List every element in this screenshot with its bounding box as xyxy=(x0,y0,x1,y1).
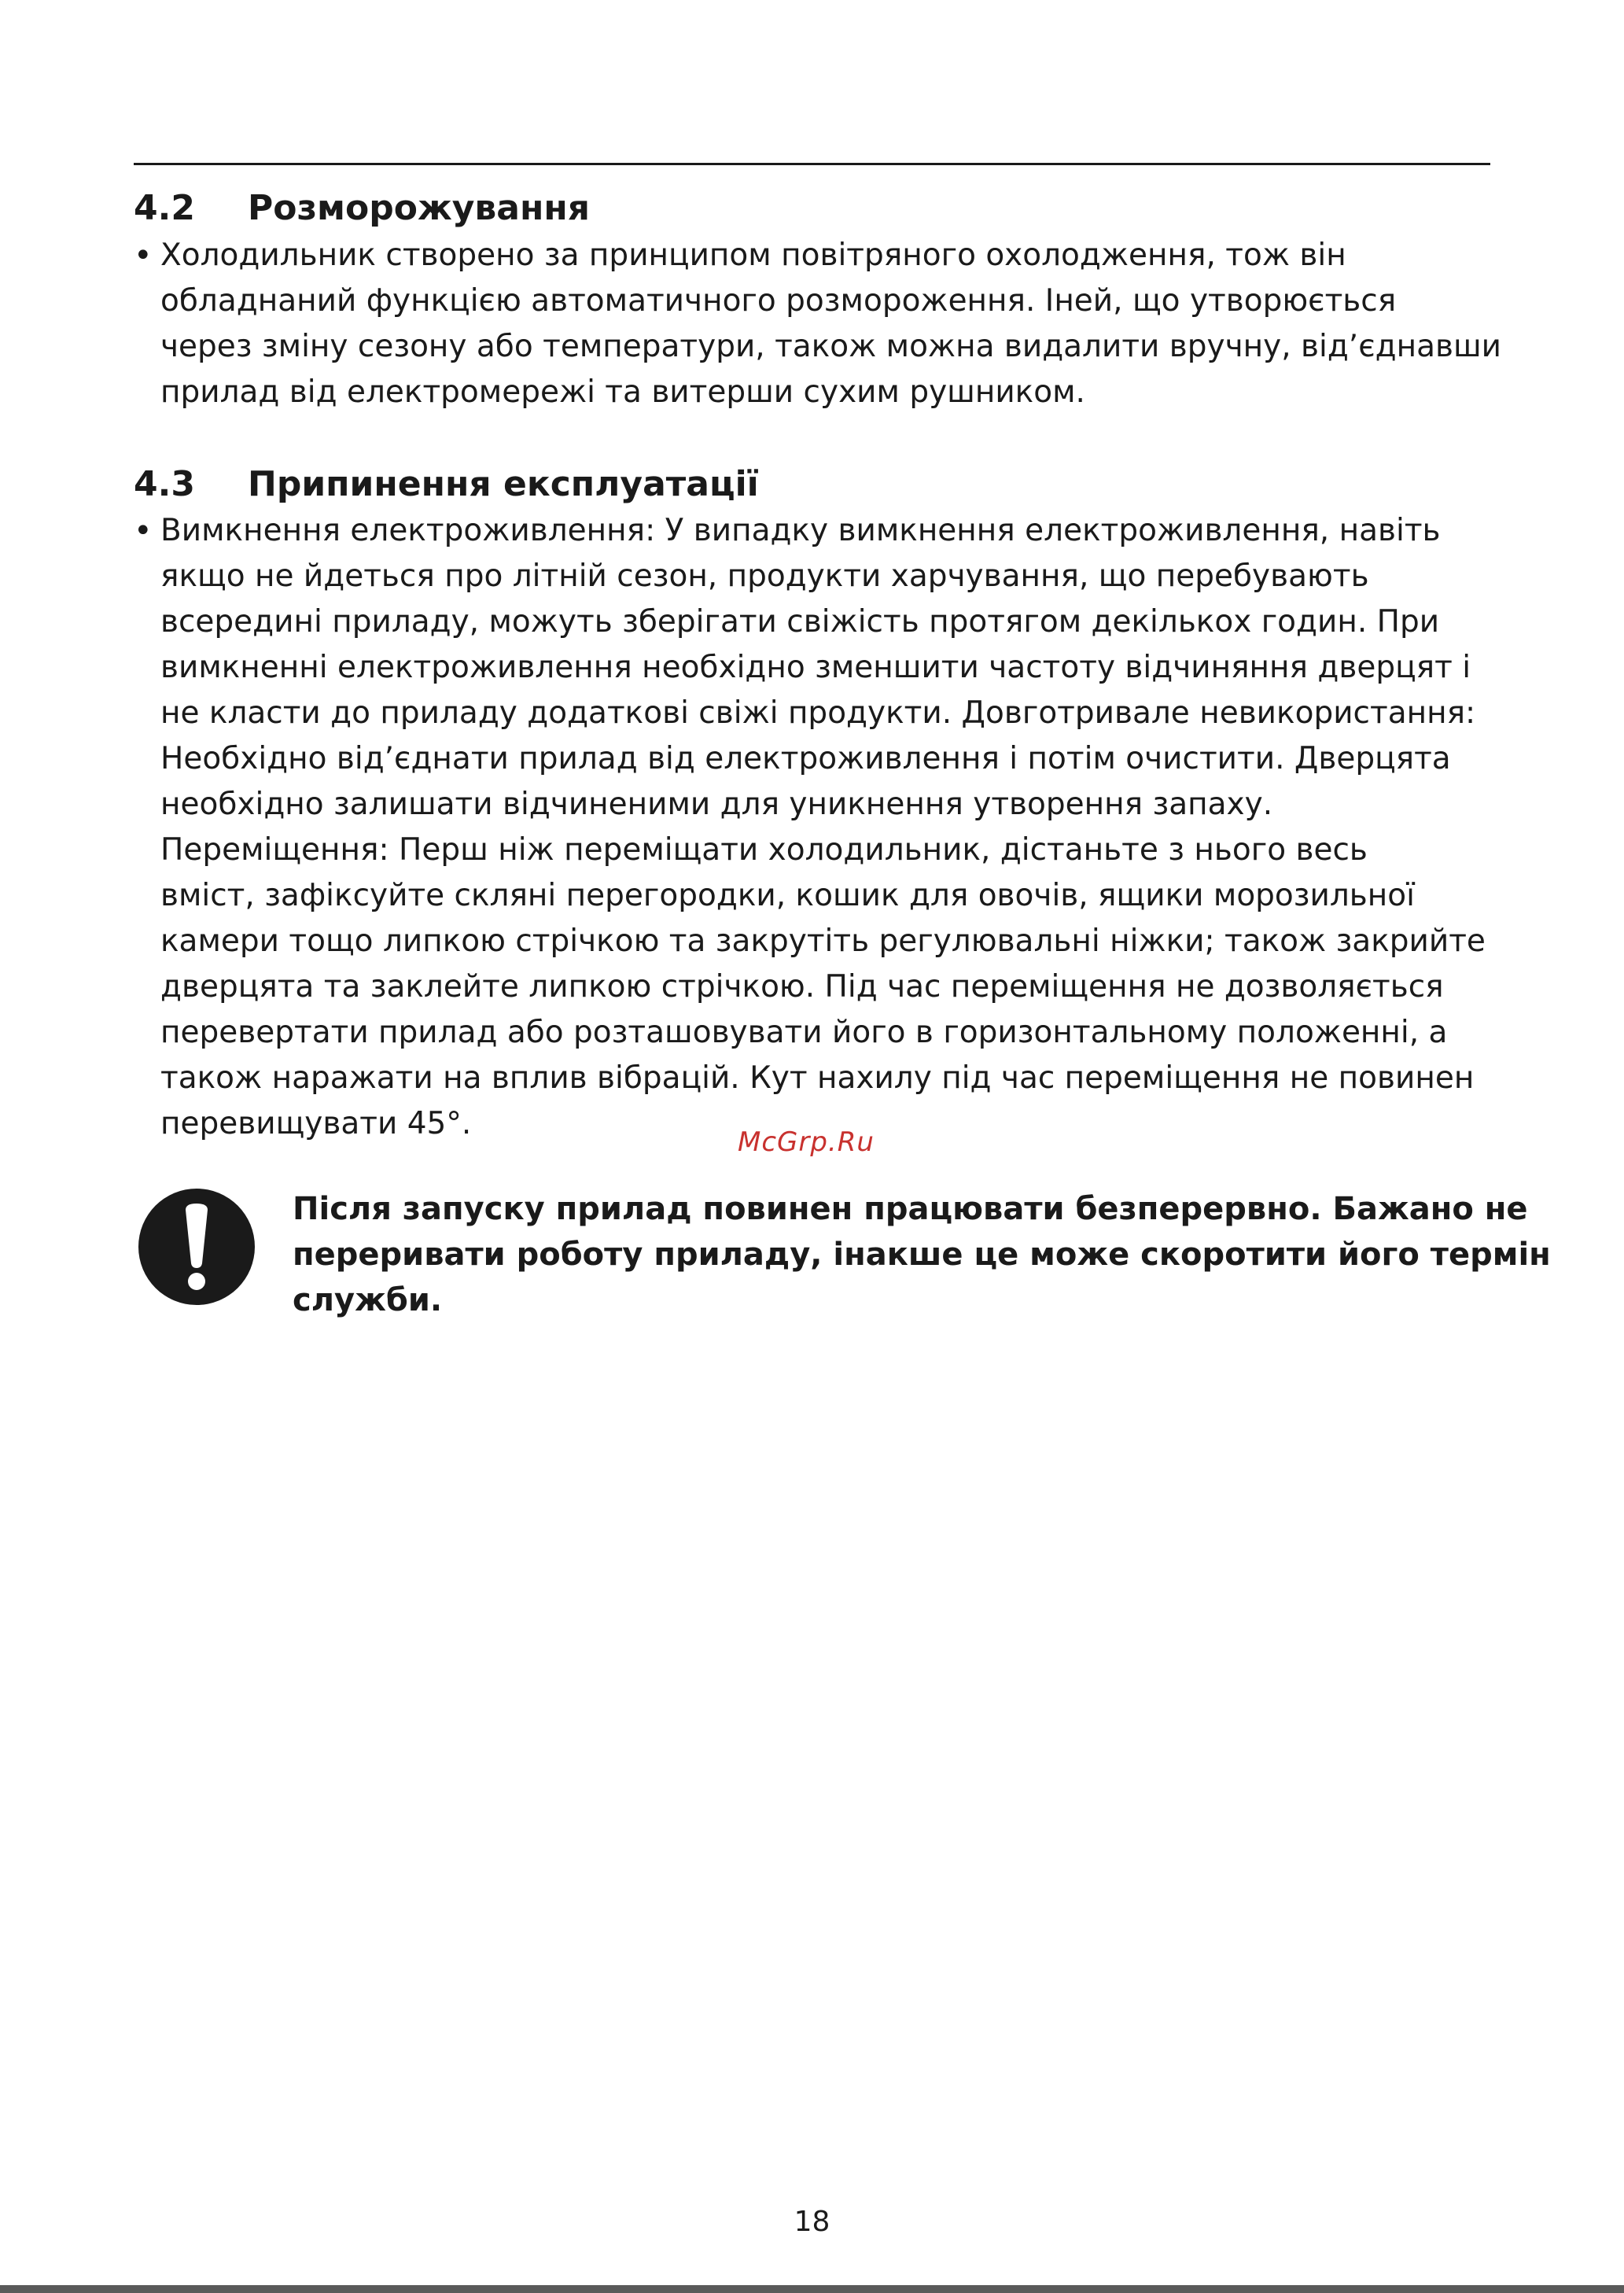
exclamation-circle-icon xyxy=(138,1188,256,1306)
paragraph xyxy=(160,233,1501,415)
paragraph xyxy=(160,508,1486,1147)
text-line: дверцята та заклейте липкою стрічкою. Під час переміщення не дозволяється xyxy=(160,969,1444,1005)
section-number: 4.3 xyxy=(134,464,195,504)
text-line: Холодильник створено за принципом повітряного охолодження, тож він xyxy=(160,238,1346,273)
text-line: обладнаний функцією автоматичного розмороження. Іней, що утворюється xyxy=(160,283,1397,319)
bottom-edge-bar xyxy=(0,2285,1624,2293)
section-heading-4-3 xyxy=(134,463,759,507)
section-title: Припинення експлуатації xyxy=(248,464,759,504)
bullet-icon: • xyxy=(134,238,153,274)
warning-note xyxy=(293,1186,1551,1323)
text-line: через зміну сезону або температури, також можна видалити вручну, від’єднавши xyxy=(160,329,1501,364)
warning-line: служби. xyxy=(293,1282,443,1318)
watermark: McGrp.Ru xyxy=(738,1126,875,1158)
text-line: Переміщення: Перш ніж переміщати холодильник, дістаньте з нього весь xyxy=(160,832,1368,868)
section-title: Розморожування xyxy=(248,188,591,228)
section-heading-4-2 xyxy=(134,186,590,230)
text-line: камери тощо липкою стрічкою та закрутіть регулювальні ніжки; також закрийте xyxy=(160,923,1486,959)
text-line: перевертати прилад або розташовувати його в горизонтальному положенні, а xyxy=(160,1015,1448,1050)
bullet-icon: • xyxy=(134,513,153,549)
warning-line: Після запуску прилад повинен працювати безперервно. Бажано не xyxy=(293,1191,1528,1227)
text-line: вимкненні електроживлення необхідно зменшити частоту відчиняння дверцят і xyxy=(160,650,1471,685)
text-line: всередині приладу, можуть зберігати свіжість протягом декількох годин. При xyxy=(160,604,1440,640)
page-number: 18 xyxy=(794,2206,830,2238)
text-line: не класти до приладу додаткові свіжі продукти. Довготривале невикористання: xyxy=(160,695,1476,731)
top-divider-rule xyxy=(134,163,1490,165)
text-line: необхідно залишати відчиненими для уникнення утворення запаху. xyxy=(160,787,1273,822)
text-line: Необхідно від’єднати прилад від електроживлення і потім очистити. Дверцята xyxy=(160,741,1451,776)
text-line: вміст, зафіксуйте скляні перегородки, кошик для овочів, ящики морозильної xyxy=(160,878,1415,913)
text-line: Вимкнення електроживлення: У випадку вимкнення електроживлення, навіть xyxy=(160,513,1441,548)
section-number: 4.2 xyxy=(134,188,195,228)
text-line: перевищувати 45°. xyxy=(160,1106,472,1141)
text-line: також наражати на вплив вібрацій. Кут нахилу під час переміщення не повинен xyxy=(160,1060,1475,1096)
text-line: якщо не йдеться про літній сезон, продукти харчування, що перебувають xyxy=(160,559,1369,594)
text-line: прилад від електромережі та витерши сухим рушником. xyxy=(160,374,1085,410)
warning-line: переривати роботу приладу, інакше це може скоротити його термін xyxy=(293,1237,1551,1273)
